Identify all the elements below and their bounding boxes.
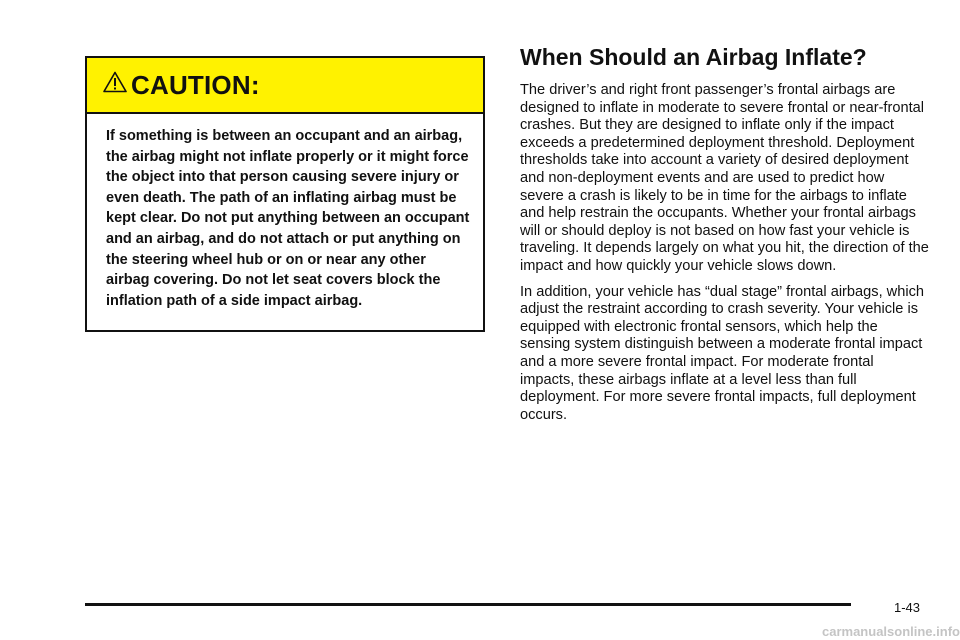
warning-triangle-icon [103,71,127,93]
caution-header [87,58,483,114]
caution-box [85,56,485,332]
watermark: carmanualsonline.info [822,624,960,639]
footer-rule [85,603,851,606]
page-number: 1-43 [894,600,921,615]
caution-text: If something is between an occupant and an airbag, the airbag might not inflate properly or it might force the object into that person causing severe injury or even death. The path of an inflating airbag must be kept clear. Do not put anything between an occupant and an airbag, and do not attach or put anything on the steering wheel hub or on or near any other airbag covering. Do not let seat covers block the inflation path of a side impact airbag. [106,128,470,309]
main-column [520,42,932,432]
paragraph-1: The driver’s and right front passenger’s frontal airbags are designed to inflate in moderate to severe frontal or near-frontal crashes. But they are designed to inflate only if the impact exceeds a predetermined deployment threshold. Deployment thresholds take into account a variety of desired deployment and non-deployment events and are used to predict how severe a crash is likely to be in time for the airbags to inflate and help restrain the occupants. Whether your frontal airbags will or should deploy is not based on how fast your vehicle is traveling. It depends largely on what you hit, the direction of the impact and how quickly your vehicle slows down. [520,82,929,274]
paragraph-2: In addition, your vehicle has “dual stage” frontal airbags, which adjust the restraint according to crash severity. Your vehicle is equipped with electronic frontal sensors, which help the sensing system distinguish between a moderate frontal impact and a more severe frontal impact. For moderate frontal impacts, these airbags inflate at a level less than full deployment. For more severe frontal impacts, full deployment occurs. [520,283,924,423]
section-heading: When Should an Airbag Inflate? [520,44,867,70]
caution-title: CAUTION: [131,69,260,100]
